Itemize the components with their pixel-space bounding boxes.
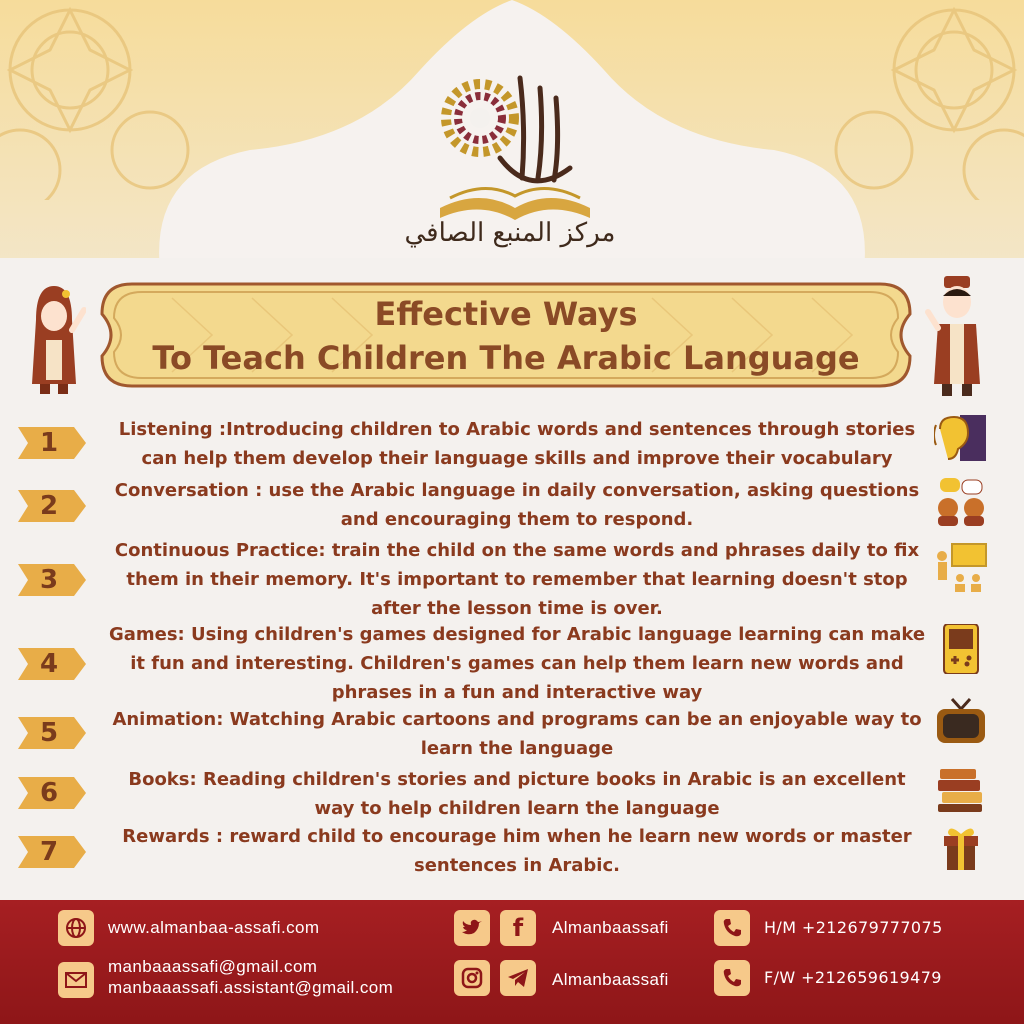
number-label: 7 [39, 837, 59, 867]
ornament-corner-right [804, 0, 1024, 200]
item-text: Animation: Watching Arabic cartoons and programs can be an enjoyable way to learn the language [112, 709, 922, 759]
page-title [92, 292, 920, 380]
item-text: Games: Using children's games designed for Arabic language learning can make it fun and interesting. Children's games can help them learn new words and phrases in a fun and interactive way [108, 624, 926, 703]
number-tag [18, 836, 88, 868]
email-primary[interactable]: manbaaassafi@gmail.com [108, 957, 318, 976]
girl-illustration [22, 280, 86, 400]
mail-icon[interactable] [58, 962, 94, 998]
phone-fw[interactable]: F/W +212659619479 [764, 968, 942, 987]
number-label: 5 [39, 718, 59, 748]
boy-illustration [924, 272, 988, 400]
phone-icon[interactable] [714, 910, 750, 946]
books-icon [934, 763, 988, 813]
number-tag [18, 427, 88, 459]
number-tag [18, 717, 88, 749]
item-text: Listening :Introducing children to Arabic words and sentences through stories can help them develop their language skills and improve their vocabulary [118, 419, 916, 469]
number-label: 6 [39, 778, 59, 808]
instagram-icon[interactable] [454, 960, 490, 996]
phone-icon[interactable] [714, 960, 750, 996]
television-icon [934, 697, 988, 747]
item-text: Conversation : use the Arabic language in daily conversation, asking questions and encouraging them to respond. [114, 480, 920, 530]
handheld-game-icon [934, 624, 988, 674]
item-text: Rewards : reward child to encourage him when he learn new words or master sentences in Arabic. [122, 826, 912, 876]
number-tag [18, 648, 88, 680]
email-assistant[interactable]: manbaaassafi.assistant@gmail.com [108, 978, 394, 997]
footer [0, 900, 1024, 1024]
number-label: 2 [39, 491, 59, 521]
logo-caption: مركز المنبع الصافي [404, 218, 616, 248]
facebook-icon[interactable]: f [500, 910, 536, 946]
twitter-icon[interactable] [454, 910, 490, 946]
teacher-board-icon [934, 542, 988, 592]
telegram-icon[interactable] [500, 960, 536, 996]
social-handle-1[interactable]: Almanbaassafi [552, 918, 669, 937]
item-text: Continuous Practice: train the child on the same words and phrases daily to fix them in their memory. It's important to remember that learning doesn't stop after the lesson time is over. [114, 540, 920, 619]
title-line-1: Effective Ways [374, 295, 638, 333]
social-handle-2[interactable]: Almanbaassafi [552, 970, 669, 989]
number-label: 3 [39, 565, 59, 595]
number-tag [18, 564, 88, 596]
gift-icon [934, 824, 988, 874]
conversation-icon [934, 476, 988, 526]
item-text: Books: Reading children's stories and picture books in Arabic is an excellent way to help children learn the language [128, 769, 906, 819]
number-label: 4 [39, 649, 59, 679]
ornament-corner-left [0, 0, 220, 200]
listening-ear-icon [934, 415, 988, 465]
website-link[interactable]: www.almanbaa-assafi.com [108, 918, 320, 937]
globe-icon[interactable] [58, 910, 94, 946]
number-label: 1 [39, 428, 59, 458]
number-tag [18, 777, 88, 809]
number-tag [18, 490, 88, 522]
phone-hm[interactable]: H/M +212679777075 [764, 918, 943, 937]
title-line-2: To Teach Children The Arabic Language [152, 339, 860, 377]
